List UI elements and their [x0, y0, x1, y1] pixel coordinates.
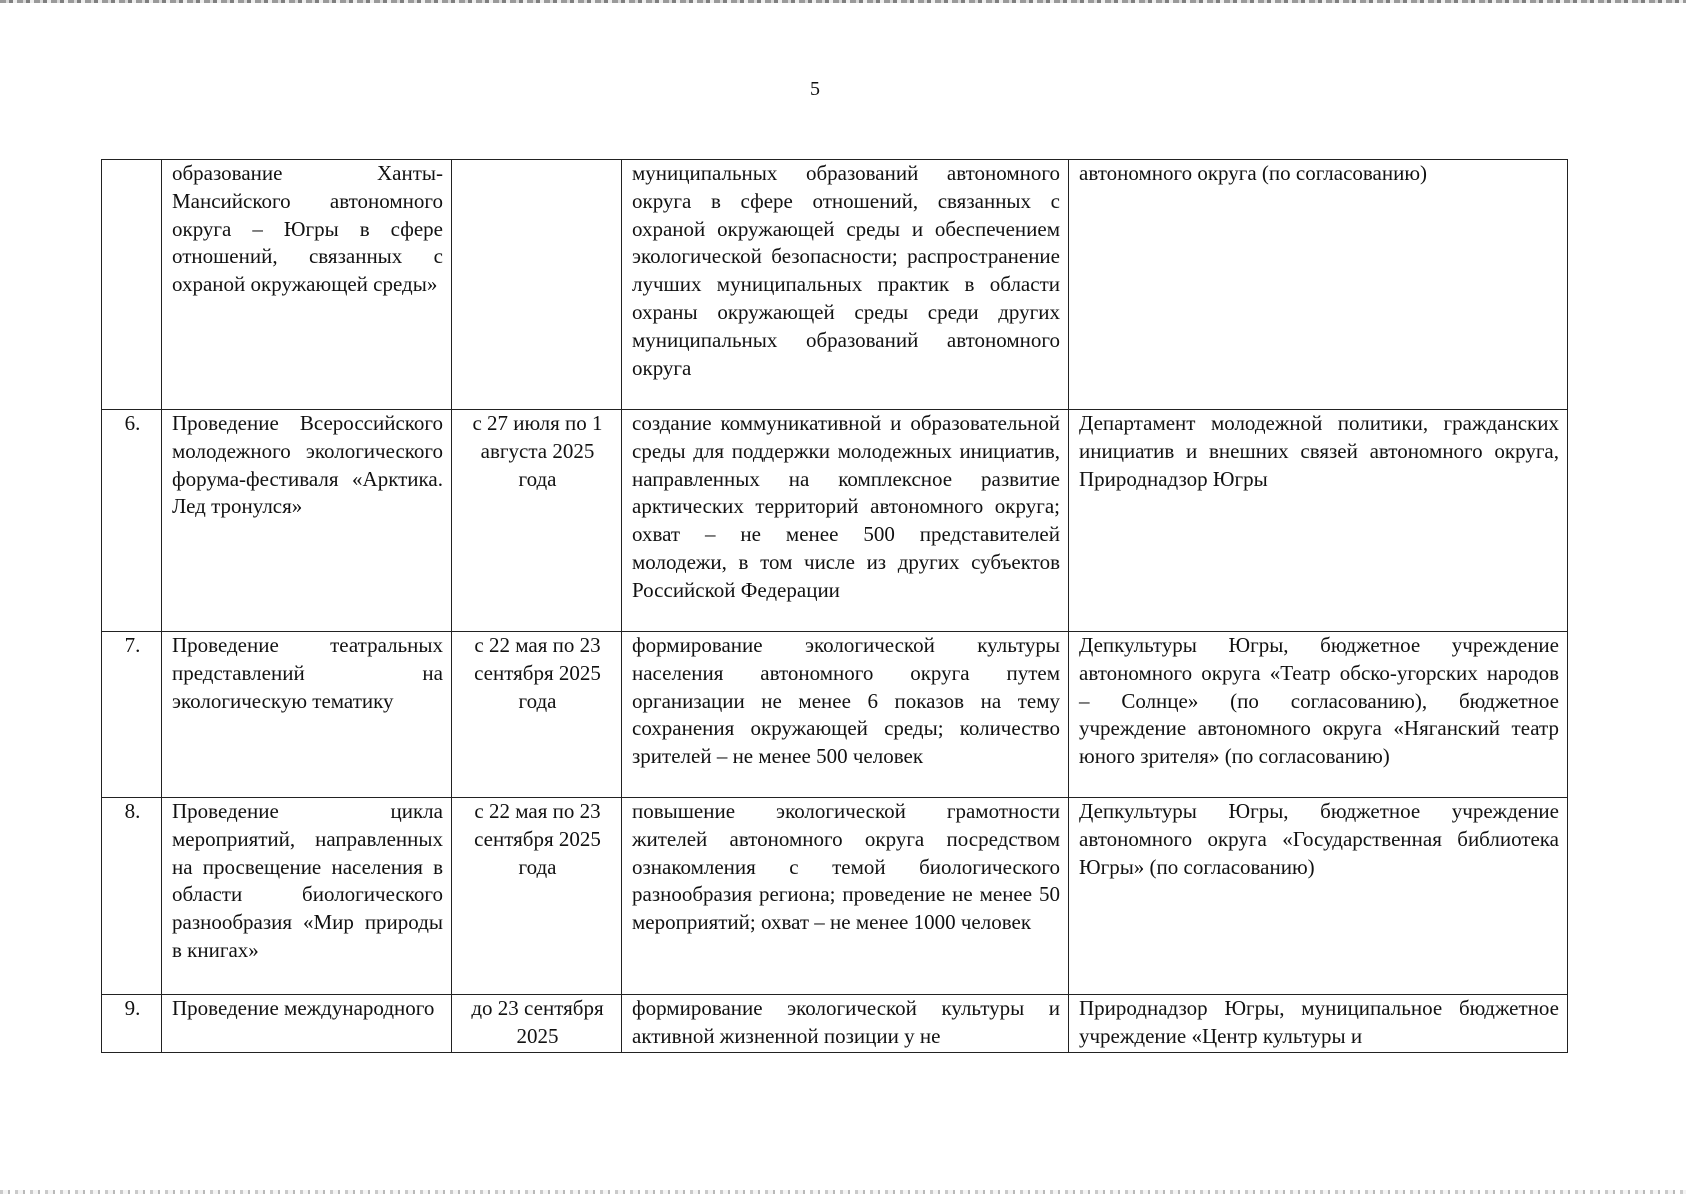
- table-row: [102, 410, 1568, 632]
- table-row: [102, 160, 1568, 410]
- event-responsible: Природнадзор Югры, муниципальное бюджетное учреждение «Центр культуры и: [1069, 995, 1568, 1053]
- page-number: 5: [810, 78, 820, 100]
- table-row: [102, 995, 1568, 1053]
- event-date: с 22 мая по 23 сентября 2025 года: [452, 632, 622, 798]
- event-name: Проведение Всероссийского молодежного экологического форума-фестиваля «Арктика. Лед тронулся»: [162, 410, 452, 632]
- scan-edge-bottom: [0, 1190, 1686, 1194]
- event-result: формирование экологической культуры и активной жизненной позиции у не: [622, 995, 1069, 1053]
- event-name: Проведение цикла мероприятий, направленных на просвещение населения в области биологического разнообразия «Мир природы в книгах»: [162, 798, 452, 995]
- row-number: 8.: [102, 798, 162, 995]
- table-row: [102, 798, 1568, 995]
- event-date: с 22 мая по 23 сентября 2025 года: [452, 798, 622, 995]
- event-responsible: Депкультуры Югры, бюджетное учреждение автономного округа «Театр обско-угорских народов – Солнце» (по согласованию), бюджетное учреждение автономного округа «Няганский театр юного зрителя» (по согласованию): [1069, 632, 1568, 798]
- event-date: [452, 160, 622, 410]
- row-number: 6.: [102, 410, 162, 632]
- event-result: создание коммуникативной и образовательной среды для поддержки молодежных инициатив, направленных на комплексное развитие арктических территорий автономного округа; охват – не менее 500 представителей молодежи, в том числе из других субъектов Российской Федерации: [622, 410, 1069, 632]
- event-result: повышение экологической грамотности жителей автономного округа посредством ознакомления с темой биологического разнообразия региона; проведение не менее 50 мероприятий; охват – не менее 1000 человек: [622, 798, 1069, 995]
- event-responsible: Департамент молодежной политики, гражданских инициатив и внешних связей автономного округа, Природнадзор Югры: [1069, 410, 1568, 632]
- table-row: [102, 632, 1568, 798]
- row-number: 9.: [102, 995, 162, 1053]
- event-responsible: автономного округа (по согласованию): [1069, 160, 1568, 410]
- event-date: с 27 июля по 1 августа 2025 года: [452, 410, 622, 632]
- event-date: до 23 сентября 2025: [452, 995, 622, 1053]
- event-name: Проведение театральных представлений на экологическую тематику: [162, 632, 452, 798]
- event-responsible: Депкультуры Югры, бюджетное учреждение автономного округа «Государственная библиотека Югры» (по согласованию): [1069, 798, 1568, 995]
- row-number: [102, 160, 162, 410]
- event-result: формирование экологической культуры населения автономного округа путем организации не менее 6 показов на тему сохранения окружающей среды; количество зрителей – не менее 500 человек: [622, 632, 1069, 798]
- event-name: Проведение международного: [162, 995, 452, 1053]
- event-name: образование Ханты-Мансийского автономного округа – Югры в сфере отношений, связанных с охраной окружающей среды»: [162, 160, 452, 410]
- event-result: муниципальных образований автономного округа в сфере отношений, связанных с охраной окружающей среды и обеспечением экологической безопасности; распространение лучших муниципальных практик в области охраны окружающей среды среди других муниципальных образований автономного округа: [622, 160, 1069, 410]
- scan-edge-top: [0, 0, 1686, 3]
- row-number: 7.: [102, 632, 162, 798]
- events-table: [101, 159, 1568, 1053]
